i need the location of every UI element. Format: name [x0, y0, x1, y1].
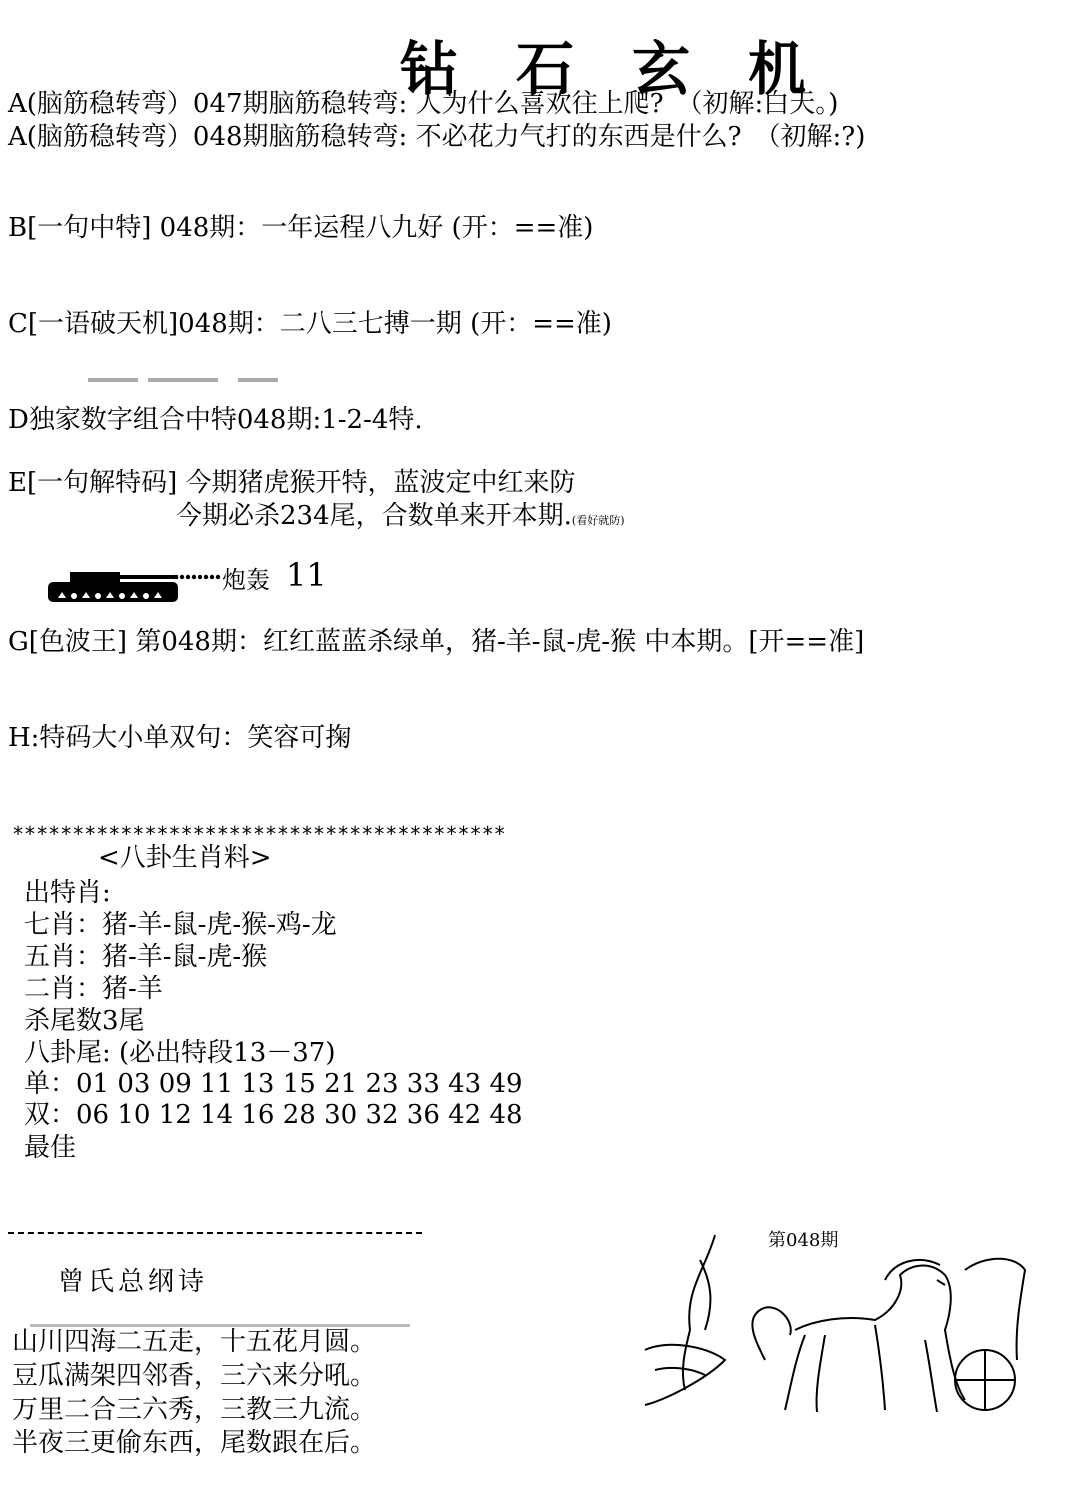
bagua-chute: 出特肖: [24, 878, 111, 908]
one-phrase-special-line: B[一句中特] 048期：一年运程八九好 (开：==准) [8, 213, 594, 243]
tank-icon [40, 560, 240, 612]
faded-text-strip [88, 370, 283, 380]
color-wave-line: G[色波王] 第048期：红红蓝蓝杀绿单，猪-羊-鼠-虎-猴 中本期。[开==准] [8, 627, 865, 657]
poem-line-1: 山川四海二五走，十五花月圆。 [12, 1327, 377, 1357]
bagua-best: 最佳 [24, 1133, 77, 1163]
bagua-seven: 七肖：猪-羊-鼠-虎-猴-鸡-龙 [24, 910, 337, 940]
special-code-note: (看好就防) [571, 514, 625, 527]
issue-label: 第048期 [768, 1230, 839, 1251]
cannon-label: 炮轰 [222, 566, 270, 594]
bagua-tail: 八卦尾: (必出特段13－37) [24, 1038, 336, 1068]
poem-divider [8, 1232, 422, 1234]
poem-line-4: 半夜三更偷东西，尾数跟在后。 [12, 1428, 377, 1458]
poem-faded-strip [30, 1314, 410, 1320]
page-title: 钻石玄机 [400, 35, 865, 103]
number-combo-line: D独家数字组合中特048期:1-2-4特. [8, 405, 423, 435]
bagua-even: 双：06 10 12 14 16 28 30 32 36 42 48 [24, 1100, 523, 1130]
poem-line-3: 万里二合三六秀，三教三九流。 [12, 1395, 377, 1425]
stars-divider: ***************************************** [12, 822, 506, 846]
bagua-kill-tail: 杀尾数3尾 [24, 1006, 145, 1036]
faded-text-graphic [88, 375, 283, 385]
poem-line-2: 豆瓜满架四邻香，三六来分吼。 [12, 1361, 377, 1391]
riddle-047-line: A(脑筋稳转弯）047期脑筋稳转弯: 人为什么喜欢往上爬? （初解:白天。) [8, 89, 839, 119]
special-code-line-1: E[一句解特码] 今期猪虎猴开特，蓝波定中红来防 [8, 468, 576, 498]
bagua-two: 二肖：猪-羊 [24, 974, 163, 1004]
special-code-text: 今期必杀234尾，合数单来开本期. [176, 501, 572, 531]
cannon-value: 11 [286, 556, 327, 594]
bagua-heading: <八卦生肖料> [98, 843, 272, 873]
riddle-048-line: A(脑筋稳转弯）048期脑筋稳转弯: 不必花力气打的东西是什么? （初解:?) [8, 122, 866, 152]
lion-illustration [645, 1230, 1045, 1430]
size-parity-line: H:特码大小单双句：笑容可掬 [8, 723, 352, 753]
bagua-five: 五肖：猪-羊-鼠-虎-猴 [24, 942, 268, 972]
special-code-line-2 [176, 500, 625, 537]
bagua-odd: 单：01 03 09 11 13 15 21 23 33 43 49 [24, 1069, 523, 1099]
poem-title: 曾氏总纲诗 [58, 1267, 209, 1297]
oracle-line: C[一语破天机]048期：二八三七搏一期 (开：==准) [8, 309, 612, 339]
